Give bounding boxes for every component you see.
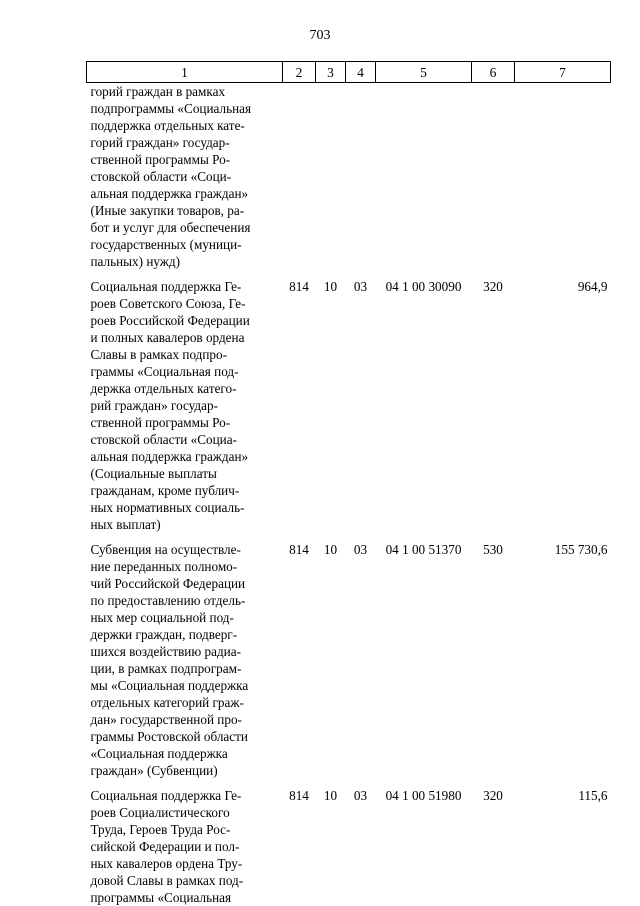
row-amount: 155 730,6 — [554, 542, 608, 557]
row-expense-type — [472, 83, 515, 279]
table-row — [87, 787, 611, 906]
row-amount — [515, 83, 611, 279]
column-header: 1 — [87, 62, 283, 83]
row-expense-type: 320 — [483, 788, 503, 803]
row-target-article: 04 1 00 51980 — [385, 788, 462, 803]
row-description: Субвенция на осуществле- ние переданных полномо- чий Российской Федерации по предоставлению отдель- ных мер социальной под- держки граждан, подверг- шихся воздействию радиа- ции, в рамках подпрограм- мы «Социальная поддержка отдельных категорий граж- дан» государственной про- граммы Ростовской области «Социальная поддержка граждан» (Субвенции) — [90, 542, 249, 778]
row-description: Социальная поддержка Ге- роев Социалистического Труда, Героев Труда Рос- сийской Федерации и пол- ных кавалеров ордена Тру- довой Славы в рамках под- программы «Социальная — [90, 788, 244, 905]
budget-table — [86, 61, 611, 906]
row-section: 10 — [323, 279, 338, 294]
column-header: 3 — [316, 62, 346, 83]
row-expense-type: 530 — [483, 542, 503, 557]
row-subsection: 03 — [353, 279, 368, 294]
row-amount: 964,9 — [577, 279, 608, 294]
row-subsection: 03 — [353, 542, 368, 557]
table-row — [87, 541, 611, 787]
row-target-article: 04 1 00 51370 — [385, 542, 462, 557]
column-header: 6 — [472, 62, 515, 83]
row-section: 10 — [323, 542, 338, 557]
row-section — [316, 83, 346, 279]
row-amount: 115,6 — [578, 788, 608, 803]
row-ministry-code: 814 — [289, 788, 309, 803]
column-header: 7 — [515, 62, 611, 83]
table-header-row — [87, 62, 611, 83]
row-section: 10 — [323, 788, 338, 803]
table-row — [87, 278, 611, 541]
column-header: 5 — [376, 62, 472, 83]
row-ministry-code — [283, 83, 316, 279]
row-target-article: 04 1 00 30090 — [385, 279, 462, 294]
row-description: Социальная поддержка Ге- роев Советского Союза, Ге- роев Российской Федерации и полных кавалеров ордена Славы в рамках подпро- граммы «Социальная под- держка отдельных катего- рий граждан» государ- ственной программы Ро- стовской области «Социа- альная поддержка граждан» (Социальные выплаты гражданам, кроме публич- ных нормативных социаль- ных выплат) — [90, 279, 250, 532]
row-subsection: 03 — [353, 788, 368, 803]
row-expense-type: 320 — [483, 279, 503, 294]
page-number: 703 — [309, 28, 331, 43]
row-description: горий граждан в рамках подпрограммы «Социальная поддержка отдельных кате- горий граждан» государ- ственной программы Ро- стовской области «Соци- альная поддержка граждан» (Иные закупки товаров, ра- бот и услуг для обеспечения государственных (муници- пальных) нужд) — [90, 84, 252, 269]
row-target-article — [376, 83, 472, 279]
column-header: 2 — [283, 62, 316, 83]
table-row — [87, 83, 611, 279]
column-header: 4 — [346, 62, 376, 83]
row-ministry-code: 814 — [289, 542, 309, 557]
row-subsection — [346, 83, 376, 279]
row-ministry-code: 814 — [289, 279, 309, 294]
